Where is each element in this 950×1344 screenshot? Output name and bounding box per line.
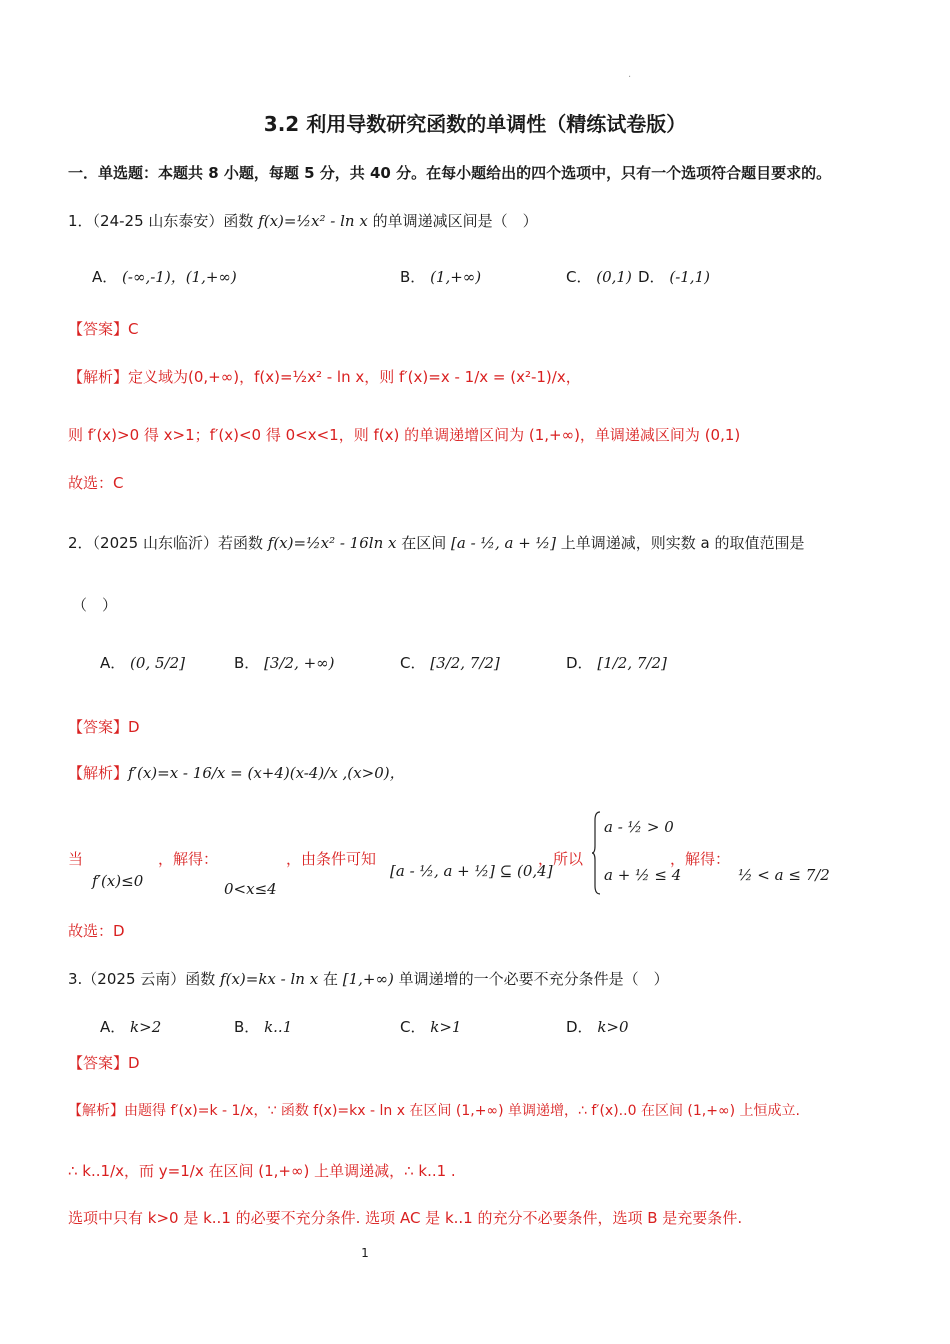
option-label: A． [100, 1018, 126, 1036]
question-2-analysis-deriv-cond: f′(x)≤0 [92, 872, 144, 890]
question-2-analysis-result: ½ < a ≤ 7/2 [738, 866, 830, 884]
page-number: 1 [361, 1246, 369, 1260]
option-value: (-1,1) [669, 268, 710, 286]
question-3-answer [68, 1052, 140, 1073]
question-3-prefix: 3.（2025 云南）函数 [68, 970, 216, 988]
option-label: A． [92, 268, 118, 286]
system-line-2: a + ½ ≤ 4 [604, 866, 682, 884]
option-label: D． [566, 1018, 593, 1036]
question-2-option-c [400, 652, 500, 673]
answer-value: C [128, 320, 139, 338]
question-3-analysis-line-1 [68, 1100, 800, 1120]
analysis-label: 【解析】 [68, 1103, 124, 1119]
analysis-text: 定义域为(0,+∞)，f(x)=½x² - ln x，则 f′(x)=x - 1/x = (x²-1)/x， [128, 368, 581, 386]
option-value: (0,1) [596, 268, 632, 286]
option-value: [3/2, +∞) [264, 654, 335, 672]
answer-label: 【答案】 [68, 320, 129, 338]
conclusion-value: D [113, 922, 125, 940]
section-heading: 一．单选题：本题共 8 小题，每题 5 分，共 40 分。在每小题给出的四个选项中，只有一个选项符合题目要求的。 [68, 164, 832, 182]
question-1-option-c [566, 266, 632, 287]
option-label: B． [234, 654, 260, 672]
option-value: (0, 5/2] [130, 654, 185, 672]
analysis-text: f′(x)=x - 16/x = (x+4)(x-4)/x ,(x>0)， [128, 764, 405, 782]
question-3-stem [68, 968, 669, 989]
question-1-option-b [400, 266, 481, 287]
option-value: [1/2, 7/2] [597, 654, 667, 672]
question-3-formula: f(x)=kx - ln x [220, 970, 319, 988]
question-3-option-c [400, 1016, 461, 1037]
question-2-analysis-condition: ，由条件可知 [286, 850, 377, 868]
question-2-option-d [566, 652, 667, 673]
question-2-analysis-when: 当 [68, 850, 84, 868]
question-3-option-a [100, 1016, 161, 1037]
answer-value: D [128, 1054, 140, 1072]
question-1-answer [68, 318, 139, 339]
question-2-analysis-subset: [a - ½, a + ½] ⊆ (0,4] [390, 862, 553, 880]
question-2-conclusion [68, 920, 125, 941]
option-label: B． [400, 268, 426, 286]
conclusion-label: 故选： [68, 474, 114, 492]
question-2-interval: [a - ½, a + ½] [451, 534, 556, 552]
question-2-option-a [100, 652, 185, 673]
answer-value: D [128, 718, 140, 736]
option-label: C． [400, 654, 426, 672]
conclusion-value: C [113, 474, 124, 492]
question-2-system-brace [592, 810, 682, 896]
option-label: C． [400, 1018, 426, 1036]
question-2-formula: f(x)=½x² - 16ln x [267, 534, 397, 552]
question-1-analysis-line-1 [68, 366, 581, 387]
question-2-analysis-line-1 [68, 762, 405, 783]
question-3-analysis-line-2: ∴ k..1/x，而 y=1/x 在区间 (1,+∞) 上单调递减，∴ k..1 . [68, 1162, 456, 1180]
option-label: A． [100, 654, 126, 672]
option-value: k>2 [130, 1018, 162, 1036]
question-1-prefix: 1．（24-25 山东泰安）函数 [68, 212, 254, 230]
question-3-option-d [566, 1016, 629, 1037]
question-2-paren: （ ） [72, 596, 118, 614]
analysis-label: 【解析】 [68, 368, 129, 386]
conclusion-label: 故选： [68, 922, 114, 940]
question-1-formula: f(x)=½x² - ln x [258, 212, 368, 230]
header-dot: · [628, 72, 632, 83]
system-line-1: a - ½ > 0 [604, 818, 674, 836]
question-2-analysis-solve-2: ，解得： [670, 850, 731, 868]
question-2-answer [68, 716, 140, 737]
option-value: k>0 [597, 1018, 629, 1036]
question-2-prefix: 2．（2025 山东临沂）若函数 [68, 534, 263, 552]
question-3-analysis-line-3: 选项中只有 k>0 是 k..1 的必要不充分条件. 选项 AC 是 k..1 的充分不必要条件，选项 B 是充要条件. [68, 1209, 743, 1227]
option-value: (1,+∞) [430, 268, 482, 286]
question-2-option-b [234, 652, 335, 673]
option-label: D． [638, 268, 665, 286]
answer-label: 【答案】 [68, 1054, 129, 1072]
answer-label: 【答案】 [68, 718, 129, 736]
analysis-text: 由题得 f′(x)=k - 1/x，∵ 函数 f(x)=kx - ln x 在区间 (1,+∞) 单调递增，∴ f′(x)..0 在区间 (1,+∞) 上恒成立. [124, 1103, 800, 1119]
option-label: C． [566, 268, 592, 286]
question-2-analysis-solve: ，解得： [158, 850, 219, 868]
option-value: k..1 [264, 1018, 293, 1036]
question-2-analysis-range: 0<x≤4 [224, 880, 277, 898]
page-title: 3.2 利用导数研究函数的单调性（精练试卷版） [263, 112, 687, 136]
option-value: (-∞,-1)，(1,+∞) [122, 268, 237, 286]
question-1-suffix: 的单调递减区间是（ ） [372, 212, 538, 230]
question-3-option-b [234, 1016, 292, 1037]
question-2-suffix: 上单调递减，则实数 a 的取值范围是 [560, 534, 805, 552]
question-2-mid: 在区间 [401, 534, 447, 552]
question-1-stem [68, 210, 538, 231]
question-1-option-d [638, 266, 710, 287]
question-2-analysis-so: ，所以 [538, 850, 584, 868]
analysis-label: 【解析】 [68, 764, 129, 782]
option-value: [3/2, 7/2] [430, 654, 500, 672]
question-3-mid: 在 [322, 970, 338, 988]
question-1-conclusion [68, 472, 124, 493]
option-label: B． [234, 1018, 260, 1036]
question-3-suffix: 单调递增的一个必要不充分条件是（ ） [398, 970, 669, 988]
question-3-interval: [1,+∞) [342, 970, 394, 988]
option-value: k>1 [430, 1018, 462, 1036]
brace-icon [592, 810, 602, 896]
question-1-option-a [92, 266, 237, 287]
question-2-stem [68, 532, 804, 553]
question-1-analysis-line-2: 则 f′(x)>0 得 x>1；f′(x)<0 得 0<x<1，则 f(x) 的单调递增区间为 (1,+∞)，单调递减区间为 (0,1) [68, 426, 741, 444]
option-label: D． [566, 654, 593, 672]
